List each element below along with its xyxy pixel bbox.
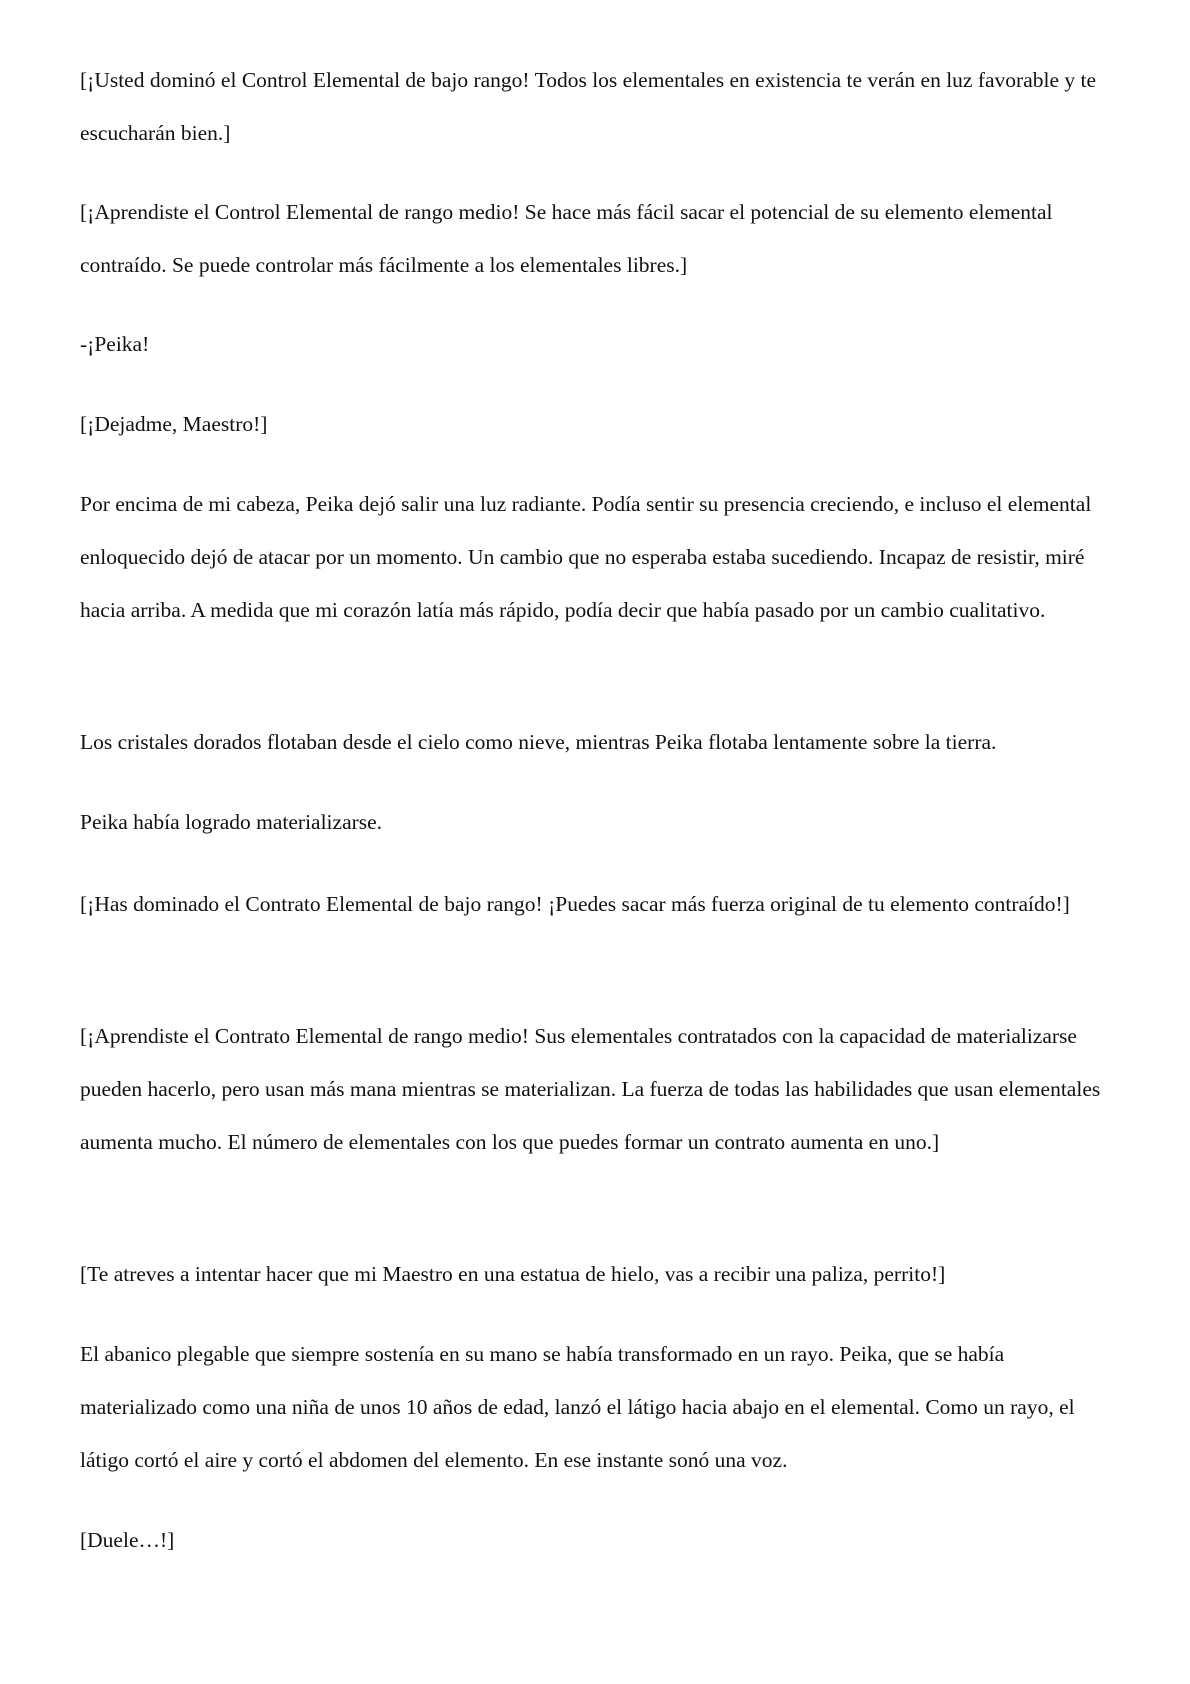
paragraph-1: [¡Usted dominó el Control Elemental de bajo rango! Todos los elementales en existencia te verán en luz favorable y te escucharán bien.] — [80, 68, 1097, 145]
paragraph-3: -¡Peika! — [80, 332, 150, 356]
paragraph-5: Por encima de mi cabeza, Peika dejó salir una luz radiante. Podía sentir su presencia creciendo, e incluso el elemental enloquecido dejó de atacar por un momento. Un cambio que no esperaba estaba sucediendo. Incapaz de resistir, miré hacia arriba. A medida que mi corazón latía más rápido, podía decir que había pasado por un cambio cualitativo. — [80, 492, 1092, 622]
paragraph-4: [¡Dejadme, Maestro!] — [80, 412, 268, 436]
paragraph-9: [¡Aprendiste el Contrato Elemental de rango medio! Sus elementales contratados con la capacidad de materializarse pueden hacerlo, pero usan más mana mientras se materializan. La fuerza de todas las habilidades que usan elementales aumenta mucho. El número de elementales con los que puedes formar un contrato aumenta en uno.] — [80, 1024, 1101, 1154]
paragraph-12: [Duele…!] — [80, 1528, 175, 1552]
paragraph-10: [Te atreves a intentar hacer que mi Maestro en una estatua de hielo, vas a recibir una paliza, perrito!] — [80, 1262, 946, 1286]
paragraph-7: Peika había logrado materializarse. — [80, 810, 383, 834]
paragraph-2: [¡Aprendiste el Control Elemental de rango medio! Se hace más fácil sacar el potencial de su elemento elemental contraído. Se puede controlar más fácilmente a los elementales libres.] — [80, 200, 1053, 277]
paragraph-6: Los cristales dorados flotaban desde el cielo como nieve, mientras Peika flotaba lentamente sobre la tierra. — [80, 730, 997, 754]
paragraph-11: El abanico plegable que siempre sostenía en su mano se había transformado en un rayo. Peika, que se había materializado como una niña de unos 10 años de edad, lanzó el látigo hacia abajo en el elemental. Como un rayo, el látigo cortó el aire y cortó el abdomen del elemento. En ese instante sonó una voz. — [80, 1342, 1075, 1472]
paragraph-8: [¡Has dominado el Contrato Elemental de bajo rango! ¡Puedes sacar más fuerza original de tu elemento contraído!] — [80, 892, 1070, 916]
